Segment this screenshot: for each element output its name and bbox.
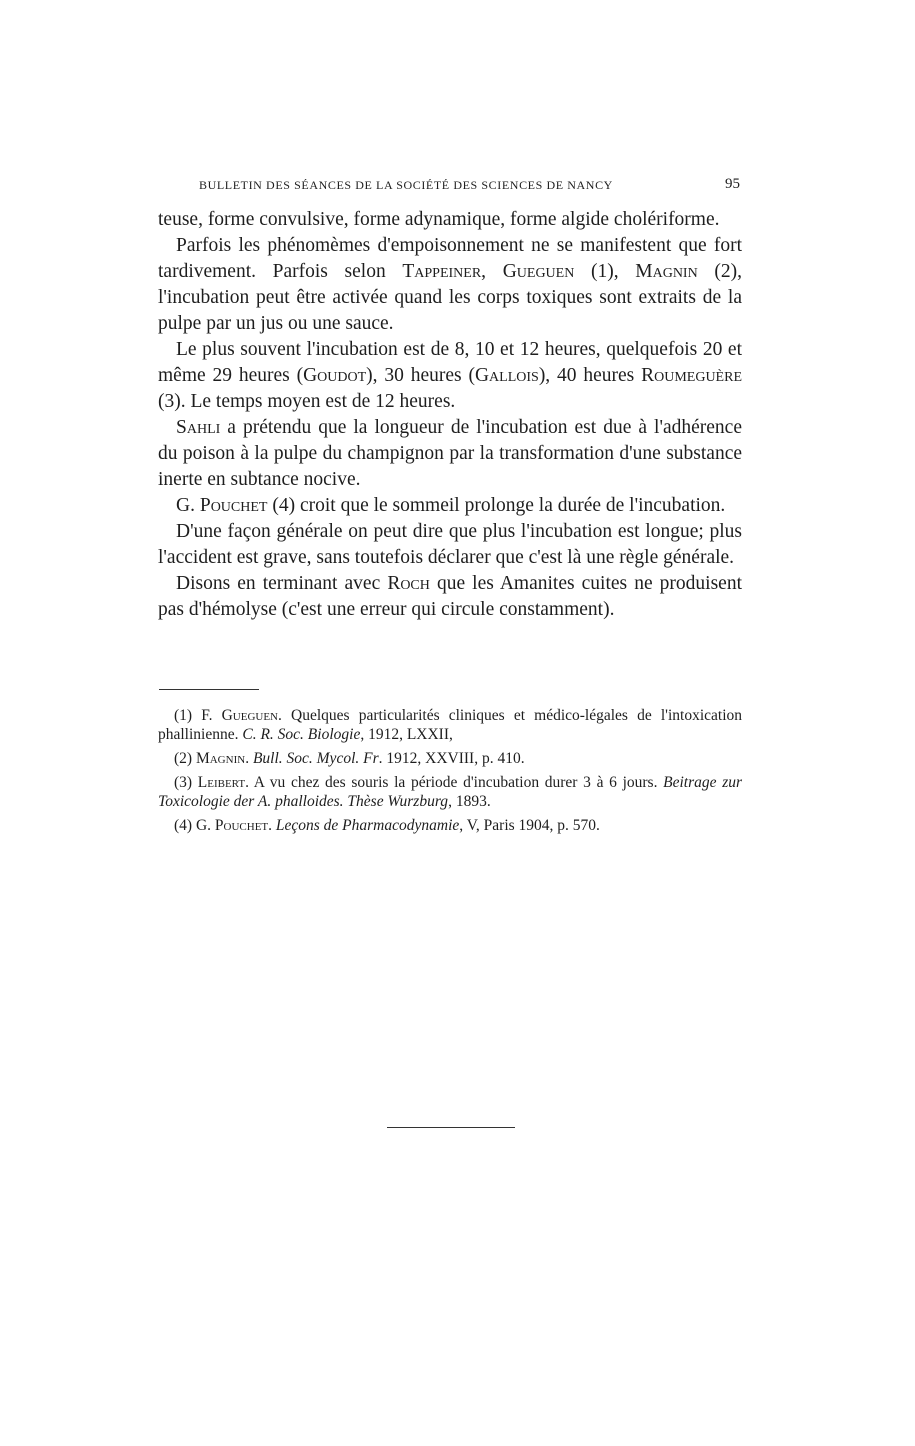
paragraph-7: Disons en terminant avec Roch que les Amanites cuites ne produisent pas d'hémolyse (c'est une erreur qui circule constamment). <box>158 573 742 620</box>
footnote-3: (3) Leibert. A vu chez des souris la période d'incubation durer 3 à 6 jours. Beitrage zur Toxicologie der A. phalloides. Thèse Wurzburg, 1893. <box>158 774 743 810</box>
author-name: Gueguen <box>502 261 575 282</box>
footnote-2: (2) Magnin. Bull. Soc. Mycol. Fr. 1912, XXVIII, p. 410. <box>174 750 525 767</box>
paragraph-6: D'une façon générale on peut dire que plus l'incubation est longue; plus l'accident est grave, sans toutefois déclarer que c'est là une règle générale. <box>158 521 742 568</box>
footnote-author: Leibert <box>197 774 246 791</box>
footnote-author: Gueguen <box>221 707 279 724</box>
paragraph-1: teuse, forme convulsive, forme adynamique, forme algide cholériforme. <box>158 209 720 230</box>
author-name: Roumeguère <box>641 365 742 386</box>
author-name: Goudot <box>303 365 367 386</box>
page <box>158 176 742 840</box>
paragraph-2: Parfois les phénomèmes d'empoisonnement ne se manifestent que fort tardivement. Parfois selon Tappeiner, Gueguen (1), Magnin (2), l'incubation peut être activée quand les corps toxiques sont extraits de la pulpe par un jus ou une sauce. <box>158 235 742 334</box>
footnote-journal: Beitrage zur Toxicologie der A. phalloides. Thèse Wurzburg <box>158 774 743 810</box>
author-name: Roch <box>387 573 430 594</box>
footnote-author: Magnin <box>195 750 246 767</box>
end-rule <box>387 1127 515 1128</box>
author-name: Sahli <box>176 417 221 438</box>
footnote-1: (1) F. Gueguen. Quelques particularités cliniques et médico-légales de l'intoxication phallinienne. C. R. Soc. Biologie, 1912, LXXII, <box>158 707 742 743</box>
author-name: Pouchet <box>199 495 268 516</box>
author-name: Tappeiner <box>402 261 482 282</box>
footnote-journal: C. R. Soc. Biologie <box>242 726 361 743</box>
footnote-journal: Leçons de Pharmacodynamie <box>275 817 460 834</box>
page-number: 95 <box>725 176 740 192</box>
running-title: BULLETIN DES SÉANCES DE LA SOCIÉTÉ DES SCIENCES DE NANCY <box>199 178 613 192</box>
paragraph-4: Sahli a prétendu que la longueur de l'incubation est due à l'adhérence du poison à la pulpe du champignon par la transformation d'une substance inerte en subtance nocive. <box>158 417 742 490</box>
footnotes <box>158 706 742 835</box>
body-text <box>158 207 742 623</box>
footnote-journal: Bull. Soc. Mycol. Fr <box>252 750 379 767</box>
running-head <box>158 176 742 196</box>
footnote-rule <box>159 689 259 690</box>
author-name: Gallois <box>474 365 539 386</box>
footnote-author: Pouchet <box>214 817 269 834</box>
footnote-4: (4) G. Pouchet. Leçons de Pharmacodynamie, V, Paris 1904, p. 570. <box>174 817 600 834</box>
paragraph-5: G. Pouchet (4) croit que le sommeil prolonge la durée de l'incubation. <box>176 495 726 516</box>
paragraph-3: Le plus souvent l'incubation est de 8, 10 et 12 heures, quelquefois 20 et même 29 heures (Goudot), 30 heures (Gallois), 40 heures Roumeguère (3). Le temps moyen est de 12 heures. <box>158 339 742 412</box>
author-name: Magnin <box>635 261 698 282</box>
